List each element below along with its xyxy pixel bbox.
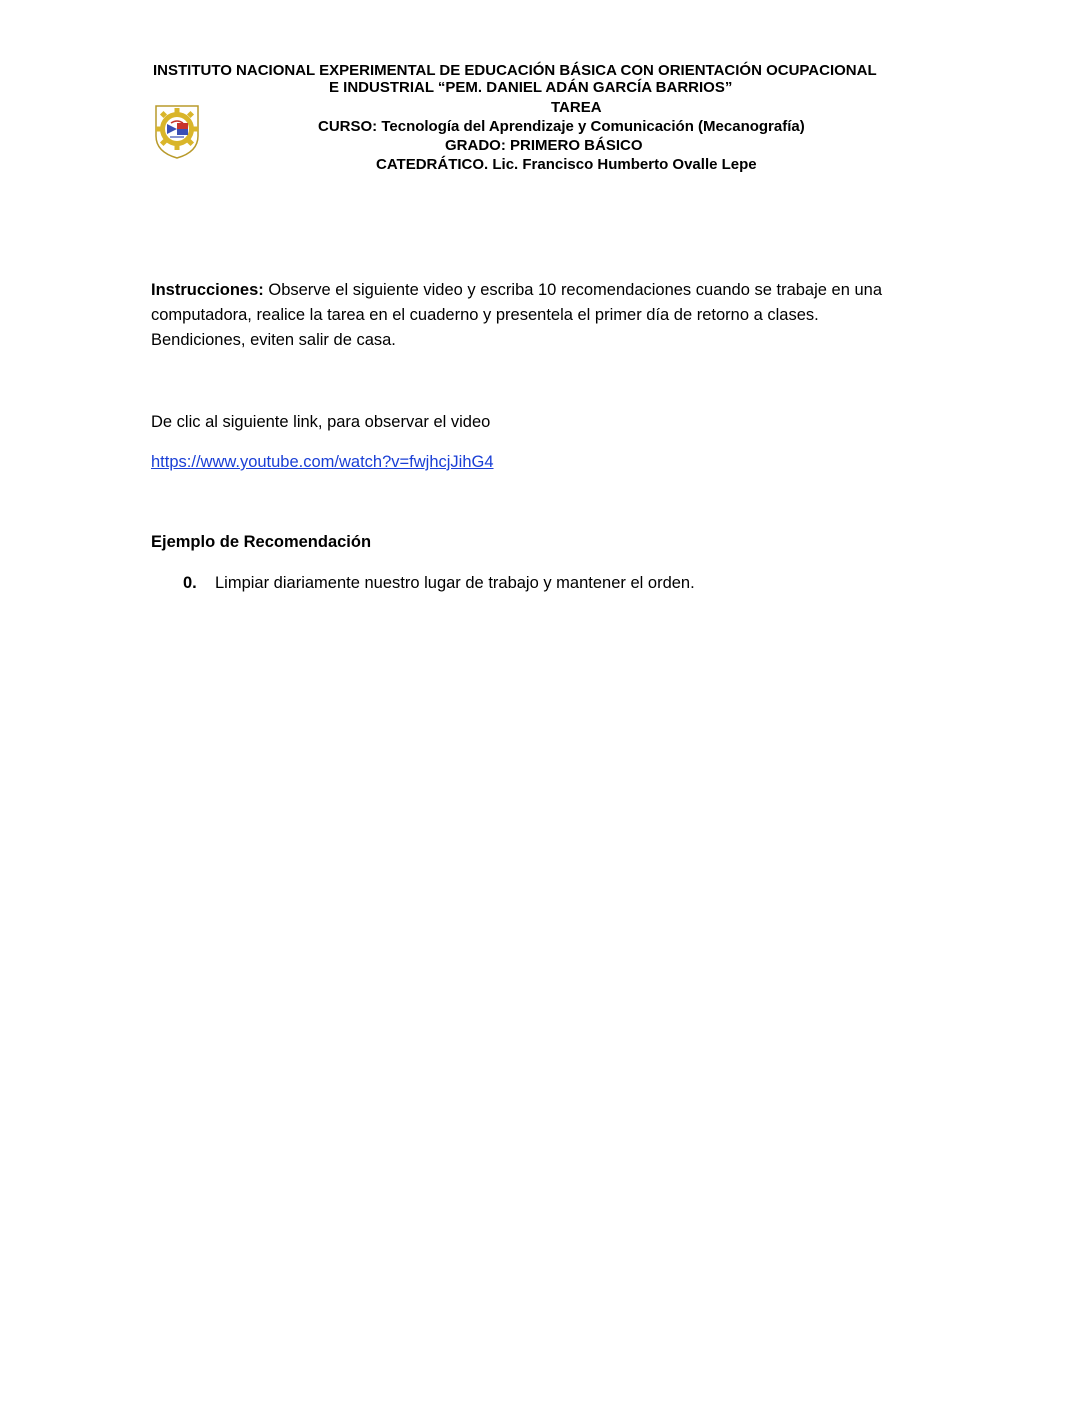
school-crest-icon (152, 102, 202, 160)
course-line: CURSO: Tecnología del Aprendizaje y Comunicación (Mecanografía) (318, 118, 805, 135)
list-item-number: 0. (183, 574, 197, 592)
instructions-paragraph (151, 278, 882, 353)
example-heading: Ejemplo de Recomendación (151, 533, 372, 551)
instructions-line-1 (151, 278, 882, 303)
institution-name-line-1: INSTITUTO NACIONAL EXPERIMENTAL DE EDUCACIÓN BÁSICA CON ORIENTACIÓN OCUPACIONAL (153, 62, 877, 79)
video-prompt: De clic al siguiente link, para observar el video (151, 413, 491, 431)
instructions-line-3: Bendiciones, eviten salir de casa. (151, 331, 396, 349)
video-link[interactable]: https://www.youtube.com/watch?v=fwjhcjJihG4 (151, 453, 494, 471)
grade-line: GRADO: PRIMERO BÁSICO (445, 137, 643, 154)
teacher-line: CATEDRÁTICO. Lic. Francisco Humberto Ovalle Lepe (376, 156, 757, 173)
list-item (183, 571, 695, 596)
video-link-row (151, 450, 494, 475)
instructions-label: Instrucciones: (151, 281, 264, 299)
instructions-line-2: computadora, realice la tarea en el cuaderno y presentela el primer día de retorno a clases. (151, 306, 819, 324)
institution-name-line-2: E INDUSTRIAL “PEM. DANIEL ADÁN GARCÍA BARRIOS” (329, 79, 733, 96)
instructions-text-1: Observe el siguiente video y escriba 10 recomendaciones cuando se trabaje en una (263, 281, 882, 299)
list-item-text: Limpiar diariamente nuestro lugar de trabajo y mantener el orden. (215, 574, 695, 592)
assignment-title: TAREA (551, 99, 602, 116)
